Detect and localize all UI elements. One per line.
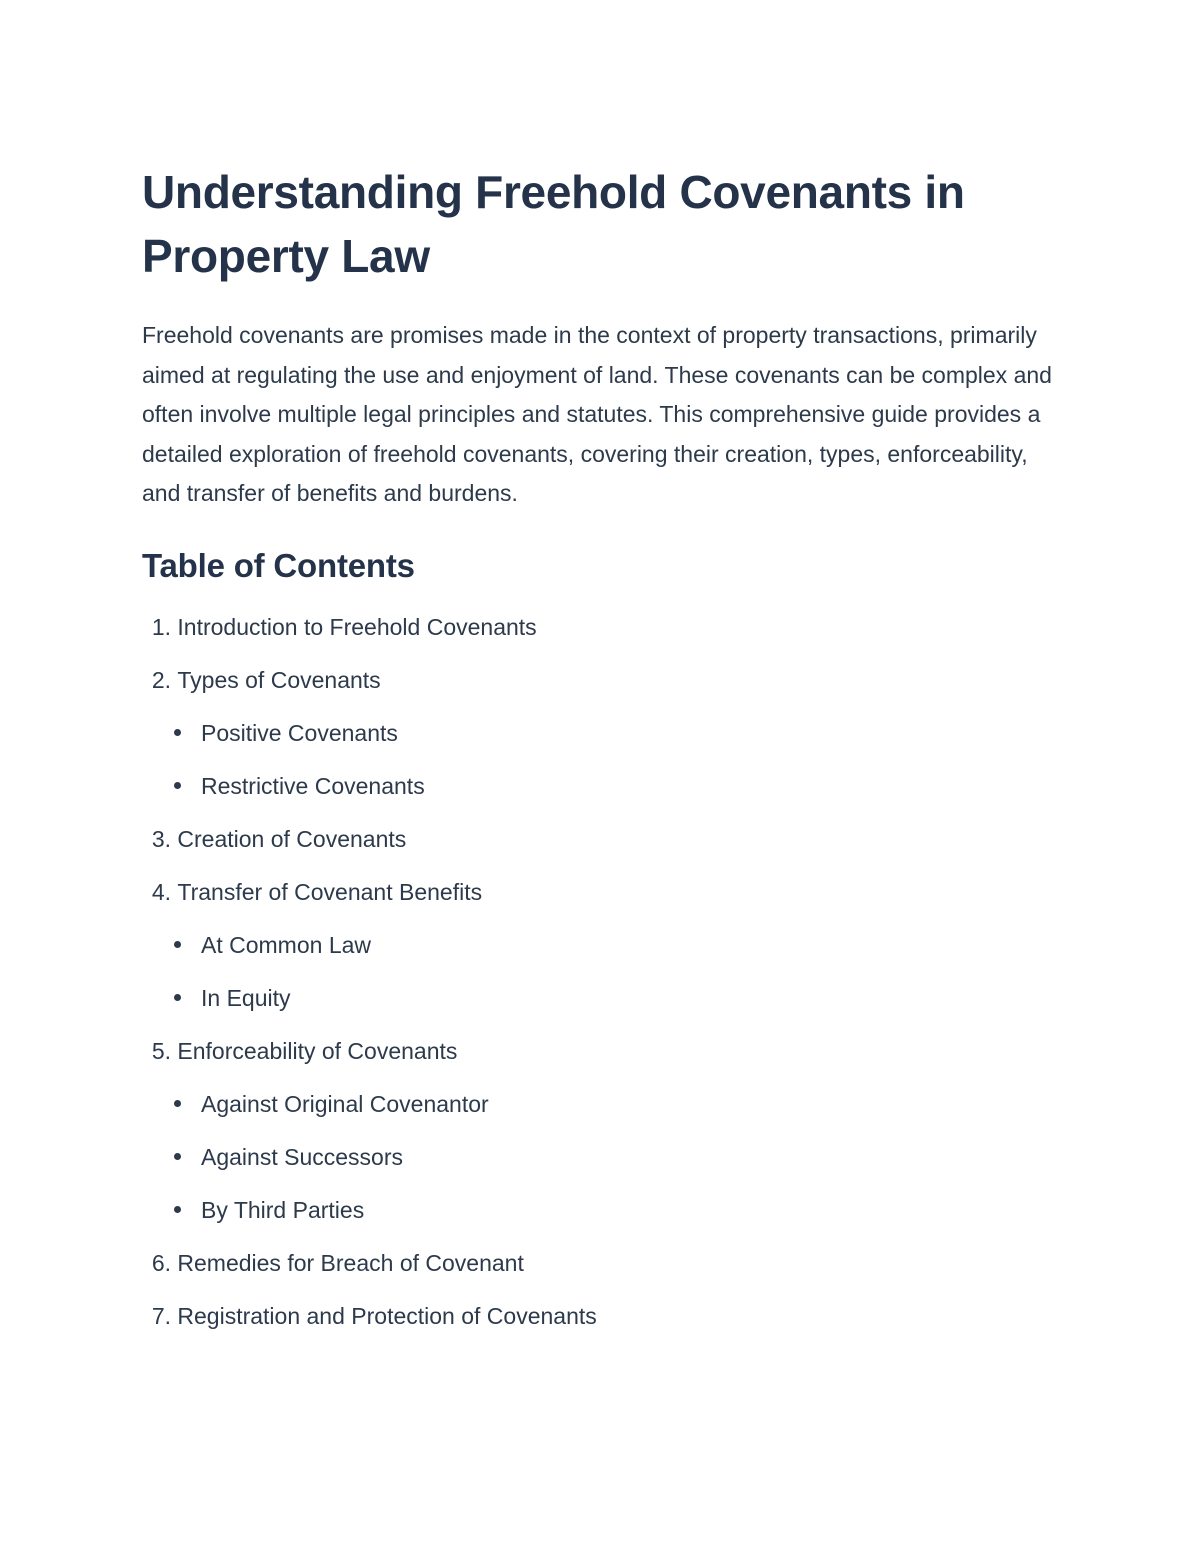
bullet-icon (174, 941, 181, 948)
toc-subitem-label: Positive Covenants (201, 719, 398, 746)
document-page (142, 160, 1062, 1354)
toc-item[interactable] (142, 824, 1062, 854)
toc-item-label: Enforceability of Covenants (177, 1037, 458, 1064)
toc-item[interactable] (142, 1301, 1062, 1331)
toc-item[interactable] (142, 1036, 1062, 1066)
toc-item-number: 4. (151, 878, 171, 905)
toc-subitem-label: Restrictive Covenants (201, 772, 425, 799)
page-title: Understanding Freehold Covenants in Property Law (142, 166, 965, 282)
toc-item-label: Registration and Protection of Covenants (177, 1302, 597, 1329)
bullet-icon (174, 729, 181, 736)
toc-item-label: Transfer of Covenant Benefits (177, 878, 483, 905)
toc-subitem[interactable] (142, 1142, 1062, 1172)
bullet-icon (174, 1100, 181, 1107)
toc-subitem[interactable] (142, 1089, 1062, 1119)
toc-item-label: Introduction to Freehold Covenants (177, 613, 537, 640)
toc-subitem-label: Against Successors (201, 1143, 403, 1170)
bullet-icon (174, 1153, 181, 1160)
intro-paragraph: Freehold covenants are promises made in the context of property transactions, primarily aimed at regulating the use and enjoyment of land. These covenants can be complex and often involve multiple legal principles and statutes. This comprehensive guide provides a detailed exploration of freehold covenants, covering their creation, types, enforceability, and transfer of benefits and burdens. (142, 322, 1052, 507)
toc-item-number: 2. (151, 666, 171, 693)
toc-subitem[interactable] (142, 771, 1062, 801)
toc-subitem[interactable] (142, 718, 1062, 748)
toc-subitem[interactable] (142, 983, 1062, 1013)
toc-subitem-label: In Equity (201, 984, 291, 1011)
bullet-icon (174, 994, 181, 1001)
toc-item[interactable] (142, 1248, 1062, 1278)
toc-item-label: Remedies for Breach of Covenant (177, 1249, 524, 1276)
toc-subitem[interactable] (142, 930, 1062, 960)
toc-subitem-label: Against Original Covenantor (201, 1090, 489, 1117)
toc-subitem[interactable] (142, 1195, 1062, 1225)
toc-item-number: 7. (151, 1302, 171, 1329)
toc-item-number: 6. (151, 1249, 171, 1276)
toc-subitem-label: By Third Parties (201, 1196, 365, 1223)
toc-item-number: 5. (151, 1037, 171, 1064)
toc-item[interactable] (142, 665, 1062, 695)
table-of-contents (142, 612, 1062, 1331)
toc-item[interactable] (142, 877, 1062, 907)
toc-item[interactable] (142, 612, 1062, 642)
bullet-icon (174, 782, 181, 789)
toc-heading: Table of Contents (142, 546, 415, 584)
toc-item-number: 3. (151, 825, 171, 852)
toc-item-label: Creation of Covenants (177, 825, 407, 852)
toc-item-label: Types of Covenants (177, 666, 381, 693)
toc-item-number: 1. (151, 613, 171, 640)
toc-subitem-label: At Common Law (201, 931, 372, 958)
bullet-icon (174, 1206, 181, 1213)
